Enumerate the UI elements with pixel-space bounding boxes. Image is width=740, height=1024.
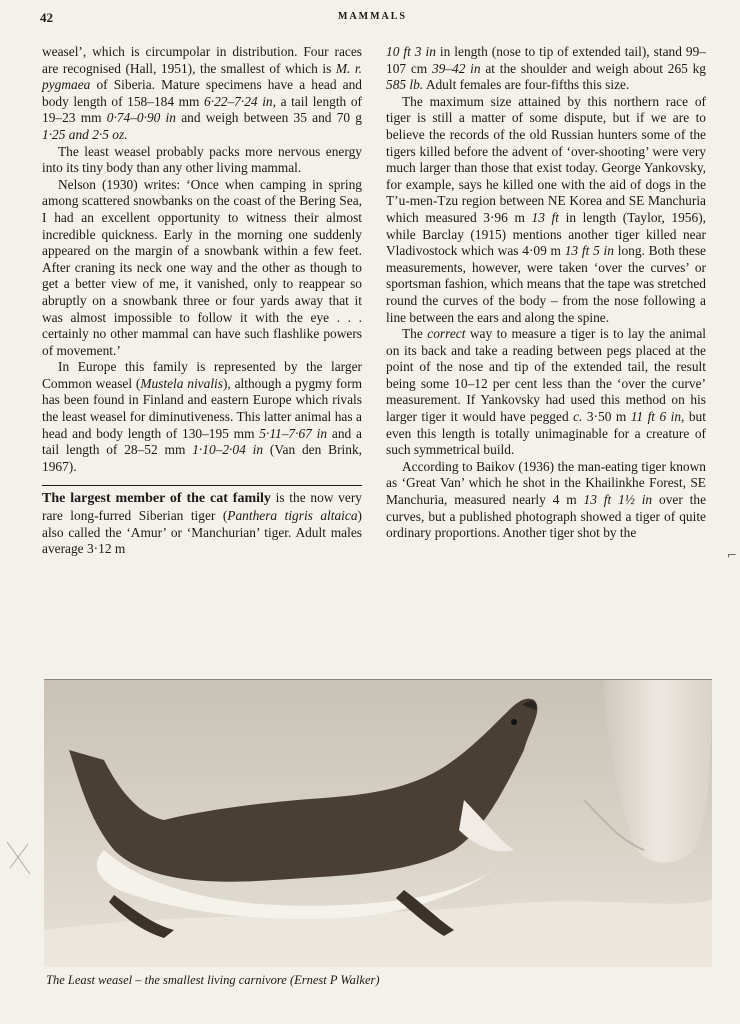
paragraph: The largest member of the cat family is the now very rare long-furred Siberian tiger (Panthera tigris altaica) also called the ‘Amur’ or ‘Manchurian’ tiger. Adult males average 3·12 m [42,490,363,557]
paragraph: The correct way to measure a tiger is to lay the animal on its back and take a reading between pegs placed at the point of the nose and tip of the extended tail, the result being some 10–12 per cent less than the ‘over the curve’ measurement. If Yankovsky had used this method on his larger tiger it would have pegged c. 3·50 m 11 ft 6 in, but even this length is totally unimaginable for a creature of such symmetrical build. [386,326,707,458]
weasel-illustration [44,680,712,967]
running-head: MAMMALS [338,11,407,22]
right-column [386,44,706,542]
section-rule [42,485,362,486]
paragraph: 10 ft 3 in in length (nose to tip of extended tail), stand 99–107 cm 39–42 in at the shoulder and weigh about 265 kg 585 lb. Adult females are four-fifths this size. [386,44,706,93]
paragraph: The least weasel probably packs more nervous energy into its tiny body than any other living mammal. [42,143,362,176]
paragraph: The maximum size attained by this northern race of tiger is still a matter of some dispute, but if we are to believe the records of the old Russian hunters some of the tigers killed before the advent of ‘over-shooting’ were very much larger than those that exist today. George Yankovsky, for example, says he killed one with the aid of dogs in the T’u-men-Tzu region between NE Korea and SE Manchuria which measured 3·96 m 13 ft in length (Taylor, 1956), while Barclay (1915) mentions another tiger killed near Vladivostock which was 4·09 m 13 ft 5 in long. Both these measurements, however, were taken ‘over the curves’ or sportsman fashion, which means that the tape was stretched round the curves of the body – from the nose following a line between the ears and along the spine. [386,93,707,325]
weasel-photograph [44,679,712,967]
page-header [40,10,705,30]
paragraph: In Europe this family is represented by the larger Common weasel (Mustela nivalis), although a pygmy form has been found in Finland and eastern Europe which rivals the least weasel for diminutiveness. This latter animal has a head and body length of 130–195 mm 5·11–7·67 in and a tail length of 28–52 mm 1·10–2·04 in (Van den Brink, 1967). [42,359,362,474]
section-lead: The largest member of the cat family [42,491,271,507]
paragraph: weasel’, which is circumpolar in distribution. Four races are recognised (Hall, 1951), the smallest of which is M. r. pygmaea of Siberia. Mature specimens have a head and body length of 158–184 mm 6·22–7·24 in, a tail length of 19–23 mm 0·74–0·90 in and weigh between 35 and 70 g 1·25 and 2·5 oz. [42,44,363,142]
paragraph: According to Baikov (1936) the man-eating tiger known as ‘Great Van’ which he shot in the Khailinkhe Forest, SE Manchuria, measured nearly 4 m 13 ft 1½ in over the curves, but a published photograph showed a tiger of quite ordinary proportions. Another tiger shot by the [386,458,707,541]
figure-caption: The Least weasel – the smallest living carnivore (Ernest P Walker) [46,973,380,987]
margin-pencil-mark [4,838,34,878]
left-column [42,44,362,558]
paragraph: Nelson (1930) writes: ‘Once when camping in spring among scattered snowbanks on the coast of the Bering Sea, I had an excellent opportunity to witness their almost incredible quickness. Early in the morning one suddenly appeared on the margin of a snowbank within a few feet. After craning its neck one way and the other as though to get a better view of me, it vanished, only to reappear so abruptly on a snowbank three or four yards away that it was almost impossible to follow it with the eye . . . certainly no other mammal can have such flashlike powers of movement.’ [42,176,362,358]
page-number: 42 [40,10,53,25]
margin-tick-mark: ⌐ [727,548,738,562]
